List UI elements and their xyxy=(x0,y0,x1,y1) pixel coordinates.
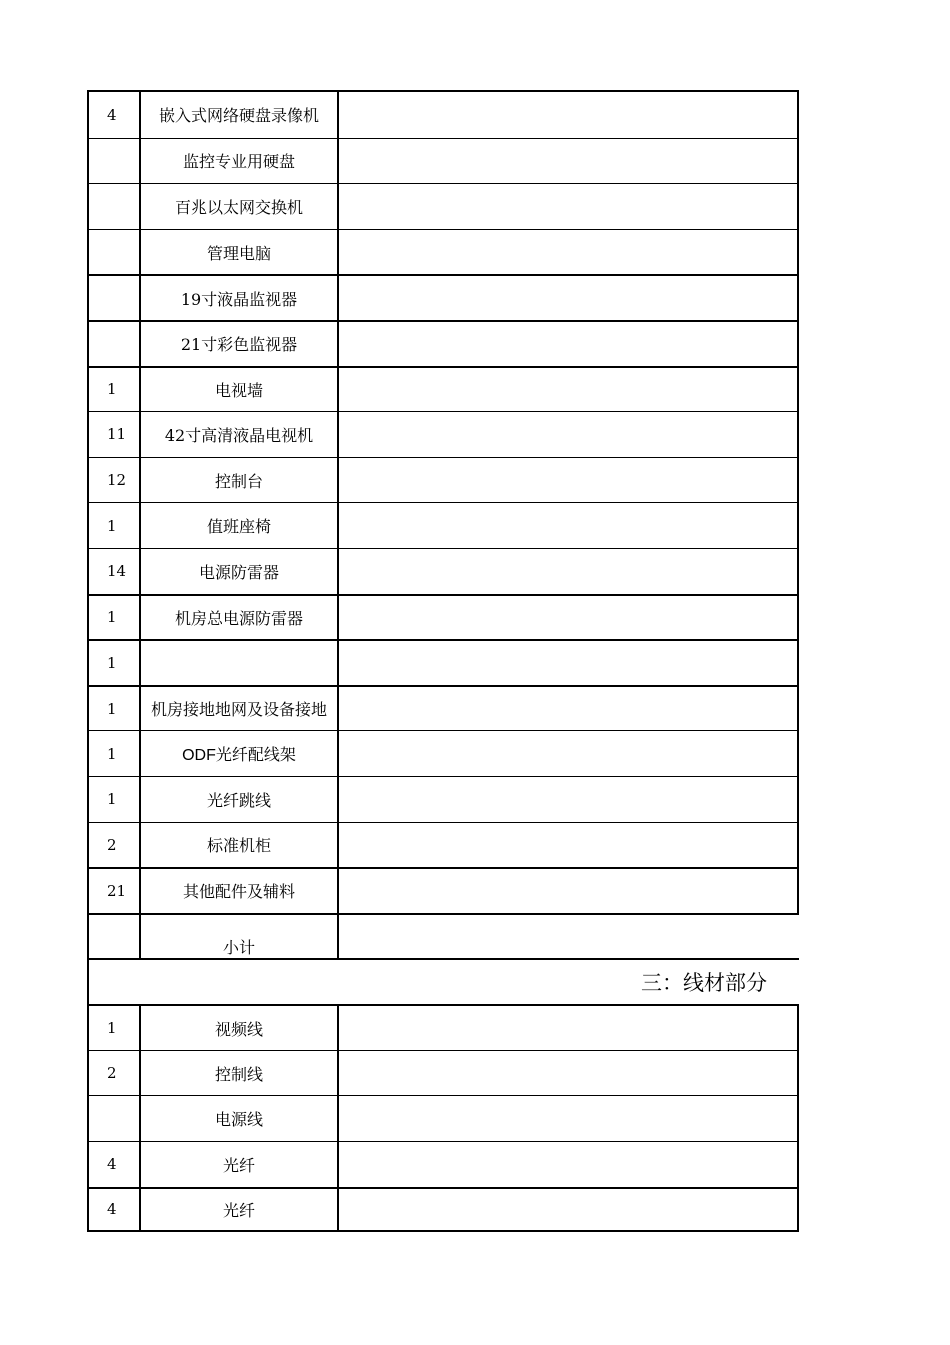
table-row xyxy=(87,822,799,868)
item-number: 1 xyxy=(87,731,139,776)
item-name: 控制台 xyxy=(139,458,337,503)
item-name: 标准机柜 xyxy=(139,823,337,868)
item-number: 2 xyxy=(87,1051,139,1096)
item-detail xyxy=(337,1142,799,1187)
item-number xyxy=(87,230,139,275)
item-detail xyxy=(337,412,799,457)
item-detail xyxy=(337,503,799,548)
table-row xyxy=(87,639,799,685)
table-row xyxy=(87,320,799,366)
table-row xyxy=(87,594,799,640)
item-name: 值班座椅 xyxy=(139,503,337,548)
table-row xyxy=(87,92,799,138)
item-number: 1 xyxy=(87,368,139,412)
item-number: 1 xyxy=(87,777,139,822)
table-row xyxy=(87,1095,799,1141)
item-detail xyxy=(337,458,799,503)
item-detail xyxy=(337,596,799,640)
item-detail xyxy=(337,139,799,184)
item-number: 1 xyxy=(87,1006,139,1050)
section-header-row xyxy=(87,958,799,1004)
item-detail xyxy=(337,687,799,731)
item-detail xyxy=(337,1051,799,1096)
item-name: 电源防雷器 xyxy=(139,549,337,594)
item-detail xyxy=(337,731,799,776)
subtotal-row xyxy=(87,913,799,959)
item-number xyxy=(87,1096,139,1141)
item-number: 1 xyxy=(87,687,139,731)
subtotal-value xyxy=(337,915,799,959)
item-name: 42寸高清液晶电视机 xyxy=(139,412,337,457)
item-detail xyxy=(337,322,799,366)
item-number: 4 xyxy=(87,1142,139,1187)
item-name: 电视墙 xyxy=(139,368,337,412)
item-number: 11 xyxy=(87,412,139,457)
table-row xyxy=(87,1050,799,1096)
item-name: 其他配件及辅料 xyxy=(139,869,337,913)
item-detail xyxy=(337,230,799,275)
item-detail xyxy=(337,641,799,685)
item-number xyxy=(87,139,139,184)
item-detail xyxy=(337,368,799,412)
table-row xyxy=(87,457,799,503)
subtotal-label: 小计 xyxy=(139,915,337,959)
item-name: 百兆以太网交换机 xyxy=(139,184,337,229)
item-number: 2 xyxy=(87,823,139,868)
item-name: 监控专业用硬盘 xyxy=(139,139,337,184)
table-row xyxy=(87,776,799,822)
item-name: ODF光纤配线架 xyxy=(139,731,337,776)
item-detail xyxy=(337,1096,799,1141)
table-row xyxy=(87,1004,799,1050)
table-row xyxy=(87,138,799,184)
table-row xyxy=(87,274,799,320)
table-row xyxy=(87,685,799,731)
table-row xyxy=(87,730,799,776)
table-row xyxy=(87,502,799,548)
table-row xyxy=(87,411,799,457)
item-detail xyxy=(337,1006,799,1050)
item-detail xyxy=(337,777,799,822)
item-name: 21寸彩色监视器 xyxy=(139,322,337,366)
item-detail xyxy=(337,184,799,229)
item-name: 视频线 xyxy=(139,1006,337,1050)
item-detail xyxy=(337,823,799,868)
item-number xyxy=(87,915,139,959)
item-number: 1 xyxy=(87,596,139,640)
item-number xyxy=(87,322,139,366)
item-name: 机房总电源防雷器 xyxy=(139,596,337,640)
item-name xyxy=(139,641,337,685)
item-name: 电源线 xyxy=(139,1096,337,1141)
item-number xyxy=(87,276,139,320)
item-name: 机房接地地网及设备接地 xyxy=(139,687,337,731)
item-detail xyxy=(337,869,799,913)
item-number: 12 xyxy=(87,458,139,503)
item-name: 19寸液晶监视器 xyxy=(139,276,337,320)
item-detail xyxy=(337,1189,799,1231)
table-row xyxy=(87,183,799,229)
quote-table xyxy=(87,90,799,1232)
table-row xyxy=(87,366,799,412)
item-name: 光纤 xyxy=(139,1142,337,1187)
item-number: 14 xyxy=(87,549,139,594)
item-detail xyxy=(337,549,799,594)
item-name: 管理电脑 xyxy=(139,230,337,275)
item-number: 4 xyxy=(87,1189,139,1231)
table-row xyxy=(87,1141,799,1187)
item-number: 21 xyxy=(87,869,139,913)
item-number xyxy=(87,184,139,229)
table-row xyxy=(87,548,799,594)
item-name: 嵌入式网络硬盘录像机 xyxy=(139,92,337,138)
item-detail xyxy=(337,92,799,138)
item-name: 控制线 xyxy=(139,1051,337,1096)
item-name: 光纤 xyxy=(139,1189,337,1231)
table-row xyxy=(87,867,799,913)
item-name: 光纤跳线 xyxy=(139,777,337,822)
item-number: 1 xyxy=(87,641,139,685)
item-number: 4 xyxy=(87,92,139,138)
item-detail xyxy=(337,276,799,320)
section-title: 三：线材部分 xyxy=(87,960,799,1004)
table-row xyxy=(87,1187,799,1233)
table-row xyxy=(87,229,799,275)
item-number: 1 xyxy=(87,503,139,548)
